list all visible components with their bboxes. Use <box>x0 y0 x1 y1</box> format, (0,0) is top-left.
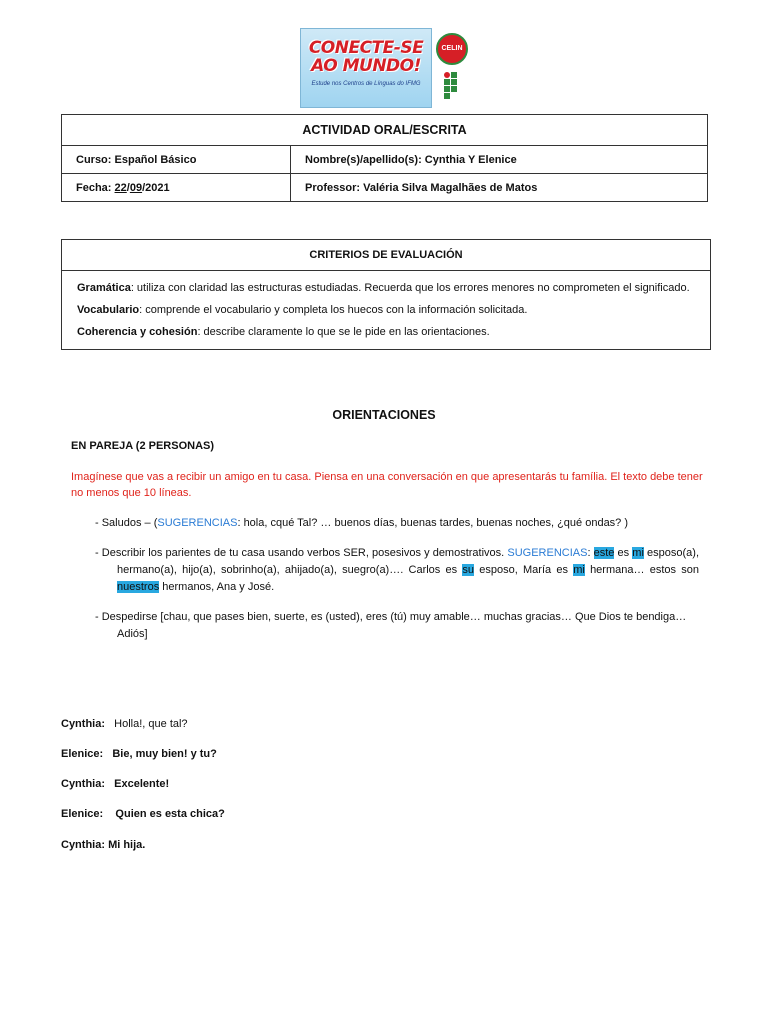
conecte-se-logo <box>300 28 432 108</box>
dialogue-line <box>61 718 188 730</box>
criteria-title: CRITERIOS DE EVALUACIÓN <box>62 240 711 271</box>
fecha-label: Fecha: <box>76 181 112 194</box>
list-item-despedirse: - Despedirse [chau, que pases bien, suerte, es (usted), eres (tú) muy amable… muchas gracias… Que Dios te bendiga… Adiós] <box>95 611 687 640</box>
profesor-cell <box>291 174 708 202</box>
nombre-value: Cynthia Y Elenice <box>424 153 517 166</box>
dialogue-line <box>61 748 217 760</box>
criteria-item-gramatica: Gramática: utiliza con claridad las estructuras estudiadas. Recuerda que los errores menores no comprometen el significado. <box>77 282 690 294</box>
orientaciones-title: ORIENTACIONES <box>332 408 436 422</box>
dialogue-speaker: Cynthia: <box>61 778 105 790</box>
profesor-label: Professor: <box>305 181 361 194</box>
dialogue-line <box>61 778 169 790</box>
criteria-item-vocabulario: Vocabulario: comprende el vocabulario y completa los huecos con la información solicitada. <box>77 304 528 316</box>
dialogue-text: Mi hija. <box>108 839 146 851</box>
activity-title: ACTIVIDAD ORAL/ESCRITA <box>62 115 708 146</box>
logo-tagline: Estude nos Centros de Línguas do IFMG <box>311 81 421 87</box>
dialogue-text: Quien es esta chica? <box>115 808 225 820</box>
dialogue-text: Holla!, que tal? <box>114 718 188 730</box>
dialogue-text: Excelente! <box>114 778 170 790</box>
highlight-nuestros: nuestros <box>117 581 160 593</box>
dialogue-speaker: Cynthia: <box>61 839 105 851</box>
list-item-saludos: - Saludos – (SUGERENCIAS: hola, cqué Tal? … buenos días, buenas tardes, buenas noches, ¿qué ondas? ) <box>95 517 629 529</box>
highlight-mi: mi <box>632 547 644 559</box>
celin-logo: CELIN <box>436 33 468 65</box>
curso-cell <box>62 146 291 174</box>
intro-instruction: Imagínese que vas a recibir un amigo en tu casa. Piensa en una conversación en que apresentarás tu família. El texto debe tener no menos que 10 líneas. <box>71 471 703 499</box>
fecha-cell: Fecha: 22/09/2021 <box>62 174 291 202</box>
fecha-year: 2021 <box>145 181 170 194</box>
highlight-mi-2: mi <box>573 564 585 576</box>
logo-title: CONECTE-SE AO MUNDO! <box>308 38 424 76</box>
dialogue-line <box>61 808 225 820</box>
profesor-value: Valéria Silva Magalhães de Matos <box>363 181 538 194</box>
fecha-month: 09 <box>129 181 143 194</box>
list-item-describir: - Describir los parientes de tu casa usando verbos SER, posesivos y demostrativos. SUGERENCIAS: este es mi esposo(a), hermano(a), hijo(a), sobrinho(a), ahijado(a), suegro(a)…. Carlos es su esposo, María es mi hermana… estos son nuestros hermanos, Ana y José. <box>95 547 700 593</box>
pair-instruction: EN PAREJA (2 PERSONAS) <box>71 440 215 452</box>
fecha-day: 22 <box>114 181 127 194</box>
dialogue-speaker: Elenice: <box>61 748 104 760</box>
curso-label: Curso: <box>76 153 112 166</box>
nombre-cell <box>291 146 708 174</box>
dialogue-line <box>61 839 145 851</box>
criteria-body <box>62 271 711 350</box>
highlight-este: este <box>593 547 615 559</box>
curso-value: Español Básico <box>114 153 197 166</box>
criteria-table <box>61 239 711 350</box>
dialogue-speaker: Cynthia: <box>61 718 105 730</box>
highlight-su: su <box>462 564 475 576</box>
dialogue-speaker: Elenice: <box>61 808 104 820</box>
activity-header-table <box>61 114 708 202</box>
nombre-label: Nombre(s)/apellido(s): <box>305 153 422 166</box>
dialogue-text: Bie, muy bien! y tu? <box>112 748 217 760</box>
criteria-item-coherencia: Coherencia y cohesión: describe claramente lo que se le pide en las orientaciones. <box>77 326 490 338</box>
ifmg-logo-icon <box>444 72 464 106</box>
